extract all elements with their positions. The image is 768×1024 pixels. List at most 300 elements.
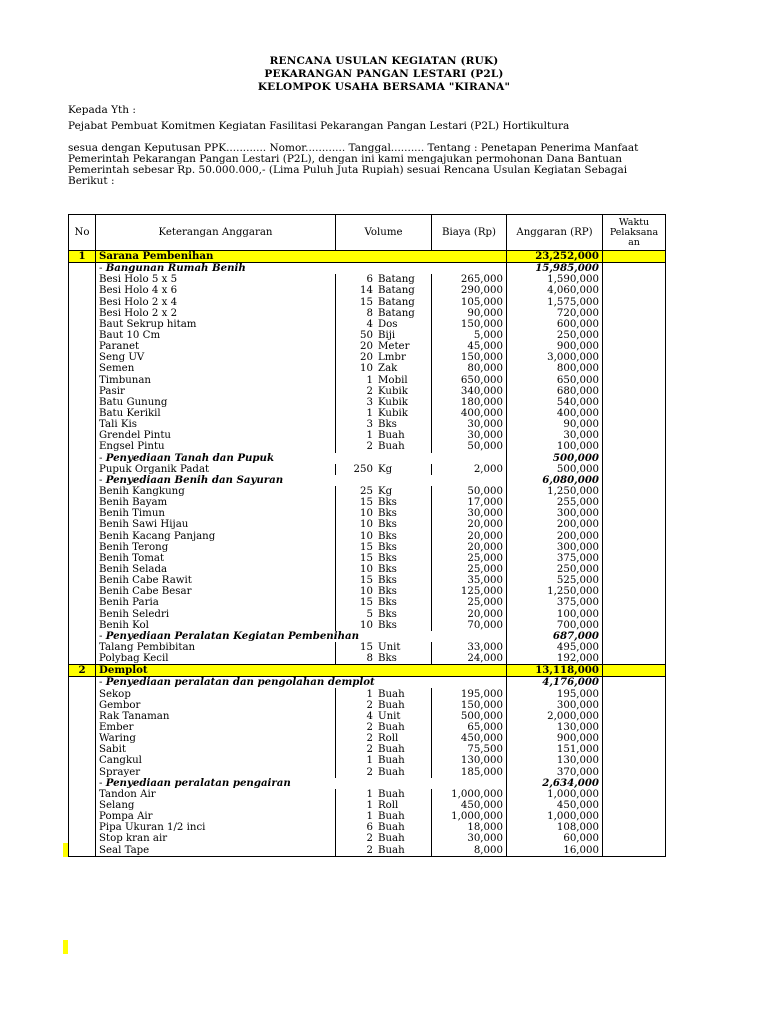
schedule-cell bbox=[603, 274, 666, 285]
table-row bbox=[69, 688, 666, 699]
letter-recipient: Pejabat Pembuat Komitmen Kegiatan Fasilitasi Pekarangan Pangan Lestari (P2L) Hortikultura bbox=[68, 120, 570, 132]
item-quantity: 14 bbox=[360, 285, 373, 297]
item-unit: Buah bbox=[378, 699, 405, 711]
table-row bbox=[69, 575, 666, 586]
item-unit-cost: 450,000 bbox=[432, 733, 507, 744]
item-description: Baut Sekrup hitam bbox=[96, 319, 336, 330]
schedule-header-line-2: Pelaksana bbox=[609, 226, 659, 238]
bullet-dash: - bbox=[99, 677, 106, 689]
row-number bbox=[69, 609, 96, 620]
item-unit: Buah bbox=[378, 811, 405, 823]
item-unit: Buah bbox=[378, 844, 405, 856]
item-budget: 1,575,000 bbox=[507, 297, 603, 308]
item-description: Batu Kerikil bbox=[96, 408, 336, 419]
item-volume bbox=[336, 375, 432, 386]
schedule-cell bbox=[603, 800, 666, 811]
table-row bbox=[69, 352, 666, 363]
item-description: Benih Selada bbox=[96, 564, 336, 575]
item-volume bbox=[336, 297, 432, 308]
item-description: Benih Kol bbox=[96, 620, 336, 631]
item-description: Seng UV bbox=[96, 352, 336, 363]
row-number bbox=[69, 441, 96, 452]
subsection-row bbox=[69, 263, 666, 275]
item-unit-cost: 65,000 bbox=[432, 722, 507, 733]
item-budget: 1,000,000 bbox=[507, 811, 603, 822]
table-row bbox=[69, 386, 666, 397]
schedule-cell bbox=[603, 811, 666, 822]
row-number bbox=[69, 375, 96, 386]
item-volume bbox=[336, 811, 432, 822]
subsection-title: Bangunan Rumah Benih bbox=[105, 262, 246, 275]
item-volume bbox=[336, 486, 432, 497]
section-row bbox=[69, 665, 666, 677]
item-unit: Buah bbox=[378, 766, 405, 778]
item-unit-cost: 150,000 bbox=[432, 319, 507, 330]
item-quantity: 1 bbox=[366, 408, 373, 420]
item-volume bbox=[336, 542, 432, 553]
item-unit: Batang bbox=[378, 285, 415, 297]
row-number bbox=[69, 274, 96, 285]
item-budget: 255,000 bbox=[507, 497, 603, 508]
item-quantity: 20 bbox=[360, 341, 373, 353]
row-number bbox=[69, 811, 96, 822]
item-description: Seal Tape bbox=[96, 844, 336, 856]
item-volume bbox=[336, 464, 432, 475]
section-title: Sarana Pembenihan bbox=[96, 251, 507, 263]
table-row bbox=[69, 844, 666, 856]
item-volume bbox=[336, 575, 432, 586]
item-budget: 720,000 bbox=[507, 308, 603, 319]
schedule-cell bbox=[603, 586, 666, 597]
item-description: Stop kran air bbox=[96, 833, 336, 844]
schedule-cell bbox=[603, 542, 666, 553]
item-description: Talang Pembibitan bbox=[96, 642, 336, 653]
item-unit-cost: 45,000 bbox=[432, 341, 507, 352]
item-unit-cost: 450,000 bbox=[432, 800, 507, 811]
schedule-header-line-3: an bbox=[628, 236, 640, 248]
item-description: Ember bbox=[96, 722, 336, 733]
item-budget: 400,000 bbox=[507, 408, 603, 419]
row-number bbox=[69, 397, 96, 408]
item-unit: Bks bbox=[378, 653, 397, 665]
schedule-cell bbox=[603, 263, 666, 275]
item-description: Benih Terong bbox=[96, 542, 336, 553]
item-quantity: 10 bbox=[360, 586, 373, 598]
schedule-cell bbox=[603, 464, 666, 475]
item-budget: 2,000,000 bbox=[507, 711, 603, 722]
subsection-title-cell bbox=[96, 453, 507, 464]
table-row bbox=[69, 553, 666, 564]
item-budget: 192,000 bbox=[507, 653, 603, 665]
item-quantity: 2 bbox=[366, 699, 373, 711]
row-number bbox=[69, 285, 96, 296]
subsection-title-cell bbox=[96, 778, 507, 789]
schedule-cell bbox=[603, 531, 666, 542]
row-number bbox=[69, 711, 96, 722]
item-unit: Mobil bbox=[378, 374, 408, 386]
table-row bbox=[69, 419, 666, 430]
table-row bbox=[69, 330, 666, 341]
subsection-title: Penyediaan Peralatan Kegiatan Pembenihan bbox=[105, 629, 359, 642]
item-unit: Buah bbox=[378, 430, 405, 442]
item-budget: 500,000 bbox=[507, 464, 603, 475]
schedule-cell bbox=[603, 575, 666, 586]
schedule-cell bbox=[603, 677, 666, 689]
highlight-mark bbox=[63, 940, 68, 954]
item-quantity: 250 bbox=[353, 463, 373, 475]
item-unit: Bks bbox=[378, 586, 397, 598]
item-unit-cost: 1,000,000 bbox=[432, 811, 507, 822]
table-row bbox=[69, 833, 666, 844]
section-total: 23,252,000 bbox=[507, 251, 603, 263]
item-quantity: 3 bbox=[366, 396, 373, 408]
item-volume bbox=[336, 653, 432, 665]
table-row bbox=[69, 542, 666, 553]
item-description: Benih Tomat bbox=[96, 553, 336, 564]
item-quantity: 3 bbox=[366, 419, 373, 431]
schedule-cell bbox=[603, 475, 666, 486]
item-unit-cost: 150,000 bbox=[432, 352, 507, 363]
item-description: Sekop bbox=[96, 688, 336, 699]
row-number bbox=[69, 844, 96, 856]
row-number bbox=[69, 744, 96, 755]
row-number bbox=[69, 677, 96, 689]
item-budget: 195,000 bbox=[507, 688, 603, 699]
schedule-cell bbox=[603, 665, 666, 677]
item-description: Gembor bbox=[96, 700, 336, 711]
item-quantity: 10 bbox=[360, 508, 373, 520]
subsection-row bbox=[69, 453, 666, 464]
item-description: Batu Gunung bbox=[96, 397, 336, 408]
item-description: Waring bbox=[96, 733, 336, 744]
schedule-header-line-1: Waktu bbox=[618, 216, 650, 228]
schedule-cell bbox=[603, 319, 666, 330]
item-description: Tali Kis bbox=[96, 419, 336, 430]
schedule-cell bbox=[603, 308, 666, 319]
table-row bbox=[69, 408, 666, 419]
item-volume bbox=[336, 733, 432, 744]
subsection-title-cell bbox=[96, 263, 507, 275]
item-volume bbox=[336, 308, 432, 319]
item-unit-cost: 30,000 bbox=[432, 430, 507, 441]
row-number bbox=[69, 688, 96, 699]
table-row bbox=[69, 375, 666, 386]
item-volume bbox=[336, 564, 432, 575]
row-number bbox=[69, 341, 96, 352]
item-unit: Buah bbox=[378, 441, 405, 453]
schedule-cell bbox=[603, 430, 666, 441]
item-volume bbox=[336, 285, 432, 296]
item-volume bbox=[336, 586, 432, 597]
schedule-cell bbox=[603, 700, 666, 711]
schedule-cell bbox=[603, 744, 666, 755]
row-number bbox=[69, 319, 96, 330]
schedule-cell bbox=[603, 620, 666, 631]
item-unit-cost: 185,000 bbox=[432, 766, 507, 777]
item-unit-cost: 35,000 bbox=[432, 575, 507, 586]
bullet-dash: - bbox=[99, 630, 106, 642]
doc-title: RENCANA USULAN KEGIATAN (RUK) bbox=[269, 55, 499, 67]
item-description: Pompa Air bbox=[96, 811, 336, 822]
item-quantity: 2 bbox=[366, 744, 373, 756]
table-row bbox=[69, 341, 666, 352]
row-number bbox=[69, 653, 96, 665]
schedule-cell bbox=[603, 642, 666, 653]
item-unit-cost: 25,000 bbox=[432, 553, 507, 564]
item-volume bbox=[336, 430, 432, 441]
item-quantity: 2 bbox=[366, 733, 373, 745]
item-unit-cost: 340,000 bbox=[432, 386, 507, 397]
schedule-cell bbox=[603, 631, 666, 642]
col-header-no: No bbox=[69, 215, 96, 251]
table-row bbox=[69, 486, 666, 497]
row-number bbox=[69, 308, 96, 319]
item-budget: 600,000 bbox=[507, 319, 603, 330]
item-volume bbox=[336, 789, 432, 800]
item-volume bbox=[336, 363, 432, 374]
item-volume bbox=[336, 844, 432, 856]
item-budget: 375,000 bbox=[507, 597, 603, 608]
item-volume bbox=[336, 274, 432, 285]
item-description: Sabit bbox=[96, 744, 336, 755]
item-volume bbox=[336, 386, 432, 397]
row-number: 2 bbox=[69, 665, 96, 677]
item-budget: 1,250,000 bbox=[507, 486, 603, 497]
table-row bbox=[69, 744, 666, 755]
item-quantity: 1 bbox=[366, 755, 373, 767]
item-description: Besi Holo 2 x 4 bbox=[96, 297, 336, 308]
subsection-total: 687,000 bbox=[507, 631, 603, 642]
row-number bbox=[69, 620, 96, 631]
row-number bbox=[69, 408, 96, 419]
row-number bbox=[69, 800, 96, 811]
row-number bbox=[69, 553, 96, 564]
schedule-cell bbox=[603, 653, 666, 665]
item-volume bbox=[336, 642, 432, 653]
schedule-cell bbox=[603, 553, 666, 564]
item-volume bbox=[336, 833, 432, 844]
item-unit-cost: 125,000 bbox=[432, 586, 507, 597]
item-description: Benih Cabe Rawit bbox=[96, 575, 336, 586]
schedule-cell bbox=[603, 733, 666, 744]
doc-subtitle: PEKARANGAN PANGAN LESTARI (P2L) bbox=[264, 68, 504, 80]
item-volume bbox=[336, 497, 432, 508]
item-quantity: 4 bbox=[366, 318, 373, 330]
row-number bbox=[69, 475, 96, 486]
item-quantity: 15 bbox=[360, 541, 373, 553]
item-quantity: 10 bbox=[360, 564, 373, 575]
table-row bbox=[69, 285, 666, 296]
item-description: Benih Paria bbox=[96, 597, 336, 608]
subsection-title-cell bbox=[96, 677, 507, 689]
item-description: Polybag Kecil bbox=[96, 653, 336, 665]
item-unit-cost: 20,000 bbox=[432, 542, 507, 553]
subsection-total: 2,634,000 bbox=[507, 778, 603, 789]
item-budget: 108,000 bbox=[507, 822, 603, 833]
item-unit: Buah bbox=[378, 822, 405, 834]
item-unit: Bks bbox=[378, 530, 397, 542]
item-volume bbox=[336, 800, 432, 811]
table-row bbox=[69, 586, 666, 597]
schedule-cell bbox=[603, 519, 666, 530]
item-volume bbox=[336, 609, 432, 620]
row-number bbox=[69, 631, 96, 642]
schedule-cell bbox=[603, 419, 666, 430]
subsection-title: Penyediaan Tanah dan Pupuk bbox=[105, 451, 275, 464]
item-budget: 90,000 bbox=[507, 419, 603, 430]
item-unit: Bks bbox=[378, 619, 397, 631]
item-quantity: 1 bbox=[366, 811, 373, 823]
schedule-cell bbox=[603, 564, 666, 575]
row-number bbox=[69, 453, 96, 464]
item-unit-cost: 17,000 bbox=[432, 497, 507, 508]
item-budget: 4,060,000 bbox=[507, 285, 603, 296]
item-unit-cost: 75,500 bbox=[432, 744, 507, 755]
item-volume bbox=[336, 597, 432, 608]
schedule-cell bbox=[603, 397, 666, 408]
item-unit-cost: 90,000 bbox=[432, 308, 507, 319]
item-budget: 130,000 bbox=[507, 722, 603, 733]
item-unit: Batang bbox=[378, 307, 415, 319]
item-description: Grendel Pintu bbox=[96, 430, 336, 441]
item-unit: Bks bbox=[378, 575, 397, 587]
item-volume bbox=[336, 408, 432, 419]
item-description: Engsel Pintu bbox=[96, 441, 336, 452]
item-unit: Roll bbox=[378, 799, 399, 811]
item-budget: 100,000 bbox=[507, 609, 603, 620]
row-number bbox=[69, 486, 96, 497]
row-number bbox=[69, 700, 96, 711]
bullet-dash: - bbox=[99, 474, 106, 486]
item-unit: Bks bbox=[378, 564, 397, 575]
table-row bbox=[69, 497, 666, 508]
item-unit: Bks bbox=[378, 597, 397, 609]
item-unit: Kubik bbox=[378, 385, 408, 397]
row-number bbox=[69, 778, 96, 789]
subsection-title: Penyediaan Benih dan Sayuran bbox=[105, 473, 284, 486]
item-volume bbox=[336, 319, 432, 330]
item-quantity: 50 bbox=[360, 330, 373, 342]
item-unit-cost: 70,000 bbox=[432, 620, 507, 631]
item-budget: 1,590,000 bbox=[507, 274, 603, 285]
item-volume bbox=[336, 553, 432, 564]
item-quantity: 2 bbox=[366, 766, 373, 778]
item-budget: 200,000 bbox=[507, 531, 603, 542]
table-row bbox=[69, 711, 666, 722]
col-header-volume: Volume bbox=[336, 215, 432, 251]
item-quantity: 10 bbox=[360, 530, 373, 542]
item-description: Baut 10 Cm bbox=[96, 330, 336, 341]
item-budget: 495,000 bbox=[507, 642, 603, 653]
table-row bbox=[69, 789, 666, 800]
subsection-total: 500,000 bbox=[507, 453, 603, 464]
row-number bbox=[69, 586, 96, 597]
item-unit-cost: 80,000 bbox=[432, 363, 507, 374]
item-budget: 370,000 bbox=[507, 766, 603, 777]
row-number bbox=[69, 263, 96, 275]
row-number bbox=[69, 419, 96, 430]
item-budget: 200,000 bbox=[507, 519, 603, 530]
item-description: Benih Seledri bbox=[96, 609, 336, 620]
item-unit: Buah bbox=[378, 755, 405, 767]
table-header-row bbox=[69, 215, 666, 251]
row-number bbox=[69, 597, 96, 608]
letter-body-line-3: Pemerintah sebesar Rp. 50.000.000,- (Lima Puluh Juta Rupiah) sesuai Rencana Usulan Kegiatan Sebagai bbox=[68, 164, 628, 176]
row-number bbox=[69, 430, 96, 441]
table-row bbox=[69, 800, 666, 811]
item-budget: 680,000 bbox=[507, 386, 603, 397]
item-budget: 250,000 bbox=[507, 330, 603, 341]
schedule-cell bbox=[603, 778, 666, 789]
subsection-row bbox=[69, 631, 666, 642]
row-number bbox=[69, 531, 96, 542]
item-quantity: 6 bbox=[366, 822, 373, 834]
item-budget: 151,000 bbox=[507, 744, 603, 755]
item-unit: Buah bbox=[378, 744, 405, 756]
item-unit-cost: 650,000 bbox=[432, 375, 507, 386]
table-row bbox=[69, 531, 666, 542]
item-unit: Kubik bbox=[378, 408, 408, 420]
item-unit-cost: 25,000 bbox=[432, 564, 507, 575]
row-number bbox=[69, 542, 96, 553]
schedule-cell bbox=[603, 755, 666, 766]
table-row bbox=[69, 733, 666, 744]
row-number bbox=[69, 789, 96, 800]
schedule-cell bbox=[603, 341, 666, 352]
schedule-cell bbox=[603, 722, 666, 733]
row-number bbox=[69, 497, 96, 508]
item-quantity: 15 bbox=[360, 597, 373, 609]
item-budget: 650,000 bbox=[507, 375, 603, 386]
item-unit: Biji bbox=[378, 330, 396, 342]
table-row bbox=[69, 564, 666, 575]
schedule-cell bbox=[603, 285, 666, 296]
table-row bbox=[69, 397, 666, 408]
item-budget: 300,000 bbox=[507, 700, 603, 711]
item-quantity: 1 bbox=[366, 430, 373, 442]
item-unit-cost: 2,000 bbox=[432, 464, 507, 475]
row-number bbox=[69, 733, 96, 744]
item-description: Sprayer bbox=[96, 766, 336, 777]
table-row bbox=[69, 363, 666, 374]
item-unit-cost: 30,000 bbox=[432, 508, 507, 519]
doc-group-name: KELOMPOK USAHA BERSAMA "KIRANA" bbox=[257, 81, 511, 93]
item-unit-cost: 30,000 bbox=[432, 833, 507, 844]
item-quantity: 1 bbox=[366, 688, 373, 700]
item-unit-cost: 50,000 bbox=[432, 441, 507, 452]
item-quantity: 10 bbox=[360, 363, 373, 375]
item-quantity: 2 bbox=[366, 844, 373, 856]
row-number bbox=[69, 822, 96, 833]
item-unit: Buah bbox=[378, 833, 405, 845]
schedule-cell bbox=[603, 844, 666, 856]
subsection-title: Penyediaan peralatan pengairan bbox=[105, 776, 291, 789]
subsection-total: 15,985,000 bbox=[507, 263, 603, 275]
table-row bbox=[69, 597, 666, 608]
schedule-cell bbox=[603, 486, 666, 497]
item-volume bbox=[336, 766, 432, 777]
schedule-cell bbox=[603, 688, 666, 699]
item-unit: Kubik bbox=[378, 396, 408, 408]
item-budget: 540,000 bbox=[507, 397, 603, 408]
table-row bbox=[69, 642, 666, 653]
row-number bbox=[69, 508, 96, 519]
schedule-cell bbox=[603, 386, 666, 397]
item-volume bbox=[336, 508, 432, 519]
item-budget: 130,000 bbox=[507, 755, 603, 766]
item-unit-cost: 25,000 bbox=[432, 597, 507, 608]
table-row bbox=[69, 519, 666, 530]
